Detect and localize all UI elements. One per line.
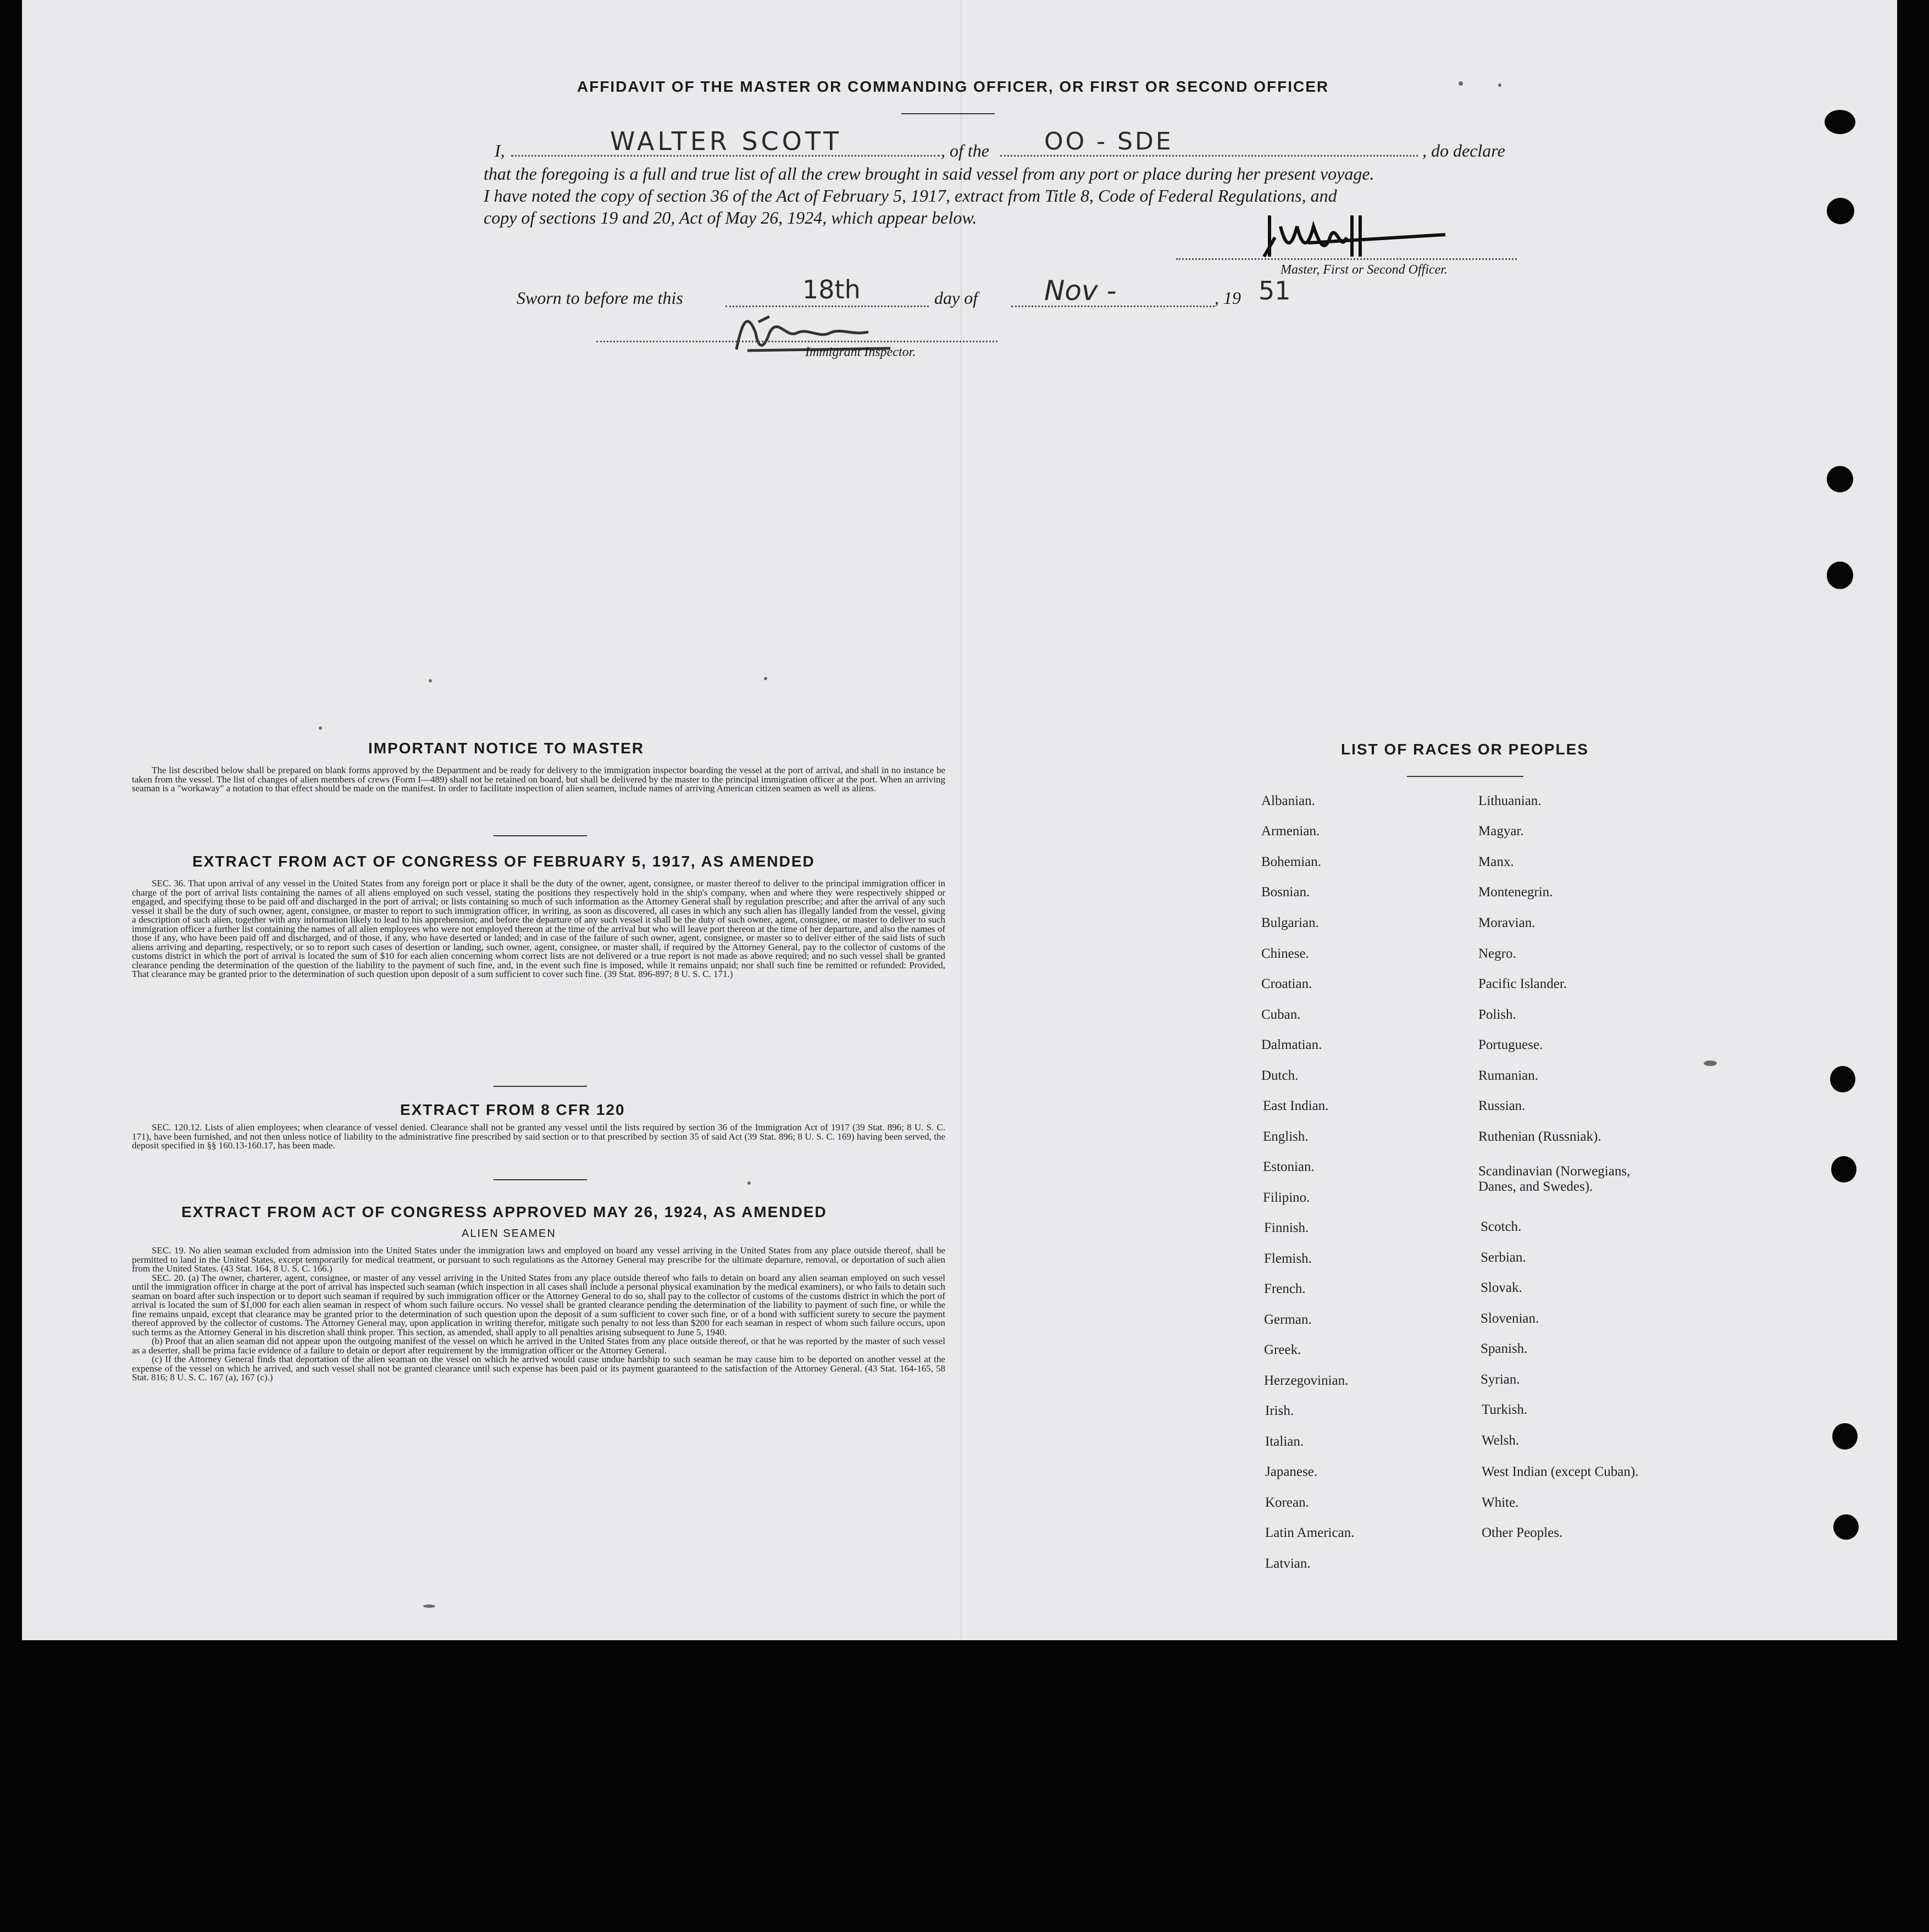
race-left-item: English.: [1263, 1129, 1309, 1144]
race-right-item: Welsh.: [1482, 1433, 1520, 1448]
race-right-item: Other Peoples.: [1482, 1525, 1563, 1540]
binder-hole: [1825, 110, 1855, 134]
race-left-item: French.: [1264, 1281, 1306, 1296]
do-declare-label: , do declare: [1422, 141, 1505, 160]
extract-1924-subtitle: ALIEN SEAMEN: [462, 1228, 556, 1240]
paper-speck: [1498, 84, 1501, 87]
master-signature: [1253, 204, 1451, 265]
affidavit-line2: that the foregoing is a full and true list of all the crew brought in said vessel from any port or place during her present voyage.: [484, 164, 1374, 184]
extract-1917-title: EXTRACT FROM ACT OF CONGRESS OF FEBRUARY 5, 1917, AS AMENDED: [192, 853, 815, 870]
binder-hole: [1830, 1066, 1855, 1092]
races-title: LIST OF RACES OR PEOPLES: [1341, 741, 1589, 758]
race-left-item: German.: [1264, 1312, 1312, 1327]
race-right-item: Montenegrin.: [1478, 885, 1553, 900]
race-left-item: Armenian.: [1261, 824, 1320, 839]
race-right-item: Moravian.: [1478, 915, 1536, 930]
notice-divider: [494, 835, 587, 836]
extract-1917-divider: [494, 1086, 587, 1087]
cfr-120-body: [132, 1123, 945, 1151]
race-right-item: Rumanian.: [1478, 1068, 1539, 1083]
master-caption: Master, First or Second Officer.: [1281, 263, 1448, 277]
of-the-label: , of the: [941, 141, 989, 160]
binder-hole: [1827, 466, 1853, 492]
race-left-item: East Indian.: [1263, 1098, 1329, 1113]
race-right-item: West Indian (except Cuban).: [1482, 1464, 1639, 1479]
binder-hole: [1827, 198, 1854, 224]
cfr-120-divider: [494, 1179, 587, 1180]
race-left-item: Latin American.: [1265, 1525, 1355, 1540]
race-right-item: Slovak.: [1481, 1280, 1522, 1295]
binder-hole: [1833, 1514, 1859, 1540]
affidavit-line3: I have noted the copy of section 36 of the Act of February 5, 1917, extract from Title 8, Code of Federal Regulations, and: [484, 186, 1337, 206]
race-left-item: Bohemian.: [1261, 854, 1322, 869]
affidavit-line4: copy of sections 19 and 20, Act of May 26, 1924, which appear below.: [484, 208, 977, 227]
section-20a: SEC. 20. (a) The owner, charterer, agent, consignee, or master of any vessel arriving in the United States from any place outside thereof who fails to detain on board any alien seaman employed on such vessel until the immigration officer in charge at the port of arrival has inspected such seaman (which inspection in all cases shall include a personal physical examination by the medical examiners), or who fails to detain such seaman on board after such inspection or to deport such seaman if required by such immigration officer or the Attorney General to do so, shall pay to the collector of customs of the customs district in which the port of arrival is located the sum of $1,000 for each alien seaman in respect of whom such failure occurs. No vessel shall be granted clearance pending the determination of the liability to payment of such fine, or while the fine remains unpaid, except that clearance may be granted prior to the determination of such question upon the deposit of a sum sufficient to cover such fine, or of a bond with sufficient surety to secure the payment thereof approved by the collector of customs. The Attorney General may, upon application in writing therefor, mitigate such penalty to not less than $200 for each seaman in respect of whom such failure occurs, upon such terms as the Attorney General in his discretion shall think proper. This section, as amended, shall apply to all penalties arising subsequent to June 5, 1940.: [132, 1272, 945, 1337]
extract-1917-body: [132, 879, 945, 979]
race-right-item: Pacific Islander.: [1478, 976, 1567, 991]
sworn-month: Nov -: [1044, 275, 1117, 307]
notice-title: IMPORTANT NOTICE TO MASTER: [368, 740, 645, 757]
race-left-item: Chinese.: [1261, 946, 1309, 961]
race-right-item: Syrian.: [1481, 1372, 1520, 1387]
paper-speck: [764, 677, 767, 680]
inspector-caption: Immigrant Inspector.: [805, 345, 916, 359]
race-right-item: Polish.: [1478, 1007, 1516, 1022]
race-left-item: Finnish.: [1264, 1220, 1309, 1235]
race-right-item: Manx.: [1478, 854, 1514, 869]
race-left-item: Bulgarian.: [1261, 915, 1319, 930]
race-left-item: Dutch.: [1261, 1068, 1299, 1083]
race-right-item: Turkish.: [1482, 1402, 1528, 1417]
extract-1924-title: EXTRACT FROM ACT OF CONGRESS APPROVED MAY 26, 1924, AS AMENDED: [181, 1203, 827, 1220]
paper-speck: [1459, 81, 1463, 86]
paper-speck: [429, 679, 432, 682]
race-left-item: Herzegovinian.: [1264, 1373, 1349, 1388]
race-left-item: Flemish.: [1264, 1251, 1312, 1266]
affidavit-line1: [22, 126, 1897, 165]
race-right-item: Lithuanian.: [1478, 793, 1542, 808]
declarant-name: WALTER SCOTT: [610, 126, 842, 156]
document-page: [22, 0, 1897, 1640]
race-left-item: Cuban.: [1261, 1007, 1301, 1022]
race-right-item: Russian.: [1478, 1098, 1526, 1113]
declarant-label: I,: [495, 141, 505, 160]
race-right-item: Ruthenian (Russniak).: [1478, 1129, 1601, 1144]
title-divider: [901, 113, 995, 114]
binder-hole: [1831, 1156, 1856, 1182]
day-of-label: day of: [934, 288, 978, 308]
race-right-item: Scotch.: [1481, 1219, 1522, 1234]
race-left-item: Latvian.: [1265, 1556, 1311, 1571]
binder-hole: [1827, 562, 1853, 589]
section-20c: (c) If the Attorney General finds that deportation of the alien seaman on the vessel on which he arrived would cause undue hardship to such seaman he may cause him to be deported on another vessel at the expense of the vessel on which he arrived, and such vessel shall not be granted clearance until such expense has been paid or its payment guaranteed to the satisfaction of the Attorney General. (43 Stat. 164-165, 58 Stat. 816; 8 U. S. C. 167 (a), 167 (c).): [132, 1354, 945, 1383]
paper-speck: [423, 1605, 435, 1608]
race-right-item: Negro.: [1478, 946, 1516, 961]
race-right-item: Portuguese.: [1478, 1037, 1543, 1052]
paper-speck: [747, 1181, 751, 1185]
race-right-item: Scandinavian (Norwegians, Danes, and Swedes).: [1478, 1164, 1631, 1194]
paper-speck: [1704, 1061, 1717, 1066]
race-right-item: Serbian.: [1481, 1250, 1526, 1265]
sworn-day: 18th: [802, 275, 861, 304]
race-left-item: Greek.: [1264, 1342, 1301, 1357]
affidavit-title: AFFIDAVIT OF THE MASTER OR COMMANDING OFFICER, OR FIRST OR SECOND OFFICER: [577, 78, 1329, 95]
race-left-item: Italian.: [1265, 1434, 1304, 1449]
notice-body: [132, 766, 945, 793]
master-signature-line: [1176, 258, 1517, 260]
cfr-120-title: EXTRACT FROM 8 CFR 120: [400, 1101, 625, 1118]
race-left-item: Irish.: [1265, 1403, 1294, 1418]
race-left-item: Albanian.: [1261, 793, 1315, 808]
section-120-12: SEC. 120.12. Lists of alien employees; when clearance of vessel denied. Clearance shall not be granted any vessel until the lists required by section 36 of the Immigration Act of 1917 (39 Stat. 896; 8 U. S. C. 171), have been furnished, and not then unless notice of liability to the administrative fine prescribed by said section or to that prescribed by section 35 of said Act (39 Stat. 896; 8 U. S. C. 169) having been served, the deposit specified in §§ 160.13-160.17, has been made.: [132, 1122, 945, 1151]
section-36: SEC. 36. That upon arrival of any vessel in the United States from any foreign port or place it shall be the duty of the owner, agent, consignee, or master thereof to deliver to the principal immigration officer in charge of the port of arrival lists containing the names of all aliens employed on such vessel, stating the positions they respectively hold in the ship's company, when and where they were respectively shipped or engaged, and specifying those to be paid off and discharged in the port of arrival; or lists containing so much of such information as the Attorney General shall by regulation prescribe; and after the arrival of any such vessel it shall be the duty of such owner, agent, consignee, or master to report to such immigration officer, in writing, as soon as discovered, all cases in which any such alien has illegally landed from the vessel, giving a description of such alien, together with any information likely to lead to his apprehension; and before the departure of any such vessel it shall be the duty of such owner, agent, consignee, or master to deliver to such immigration officer a further list containing the names of all alien employees who were not employed thereon at the time of the arrival but who will leave port thereon at the time of her departure, and also the names of those if any, who have been paid off and discharged, and of those, if any, who have deserted or landed; and in case of the failure of such owner, agent, consignee, or master so to deliver either of the said lists of such aliens arriving and departing, respectively, or so to report such cases of desertion or landing, such owner, agent, consignee, or master shall, if required by the Attorney General, pay to the collector of customs of the customs district in which the port of arrival is located the sum of $10 for each alien concerning whom correct lists are not delivered or a true report is not made as above required; and no such vessel shall be granted clearance pending the determination of the question of the liability to the payment of such fine, and, in the event such fine is imposed, while it remains unpaid; nor shall such fine be remitted or refunded: Provided, That clearance may be granted prior to the determination of such question upon deposit of a sum sufficient to cover such fine. (39 Stat. 896-897; 8 U. S. C. 171.): [132, 878, 945, 979]
race-right-item: Spanish.: [1481, 1341, 1528, 1356]
race-left-item: Korean.: [1265, 1495, 1309, 1510]
race-left-item: Croatian.: [1261, 976, 1312, 991]
race-left-item: Bosnian.: [1261, 885, 1310, 900]
sworn-prefix: Sworn to before me this: [517, 288, 683, 308]
inspector-signature-line: [596, 341, 997, 342]
race-left-item: Estonian.: [1263, 1159, 1315, 1174]
race-left-item: Filipino.: [1263, 1190, 1310, 1205]
race-left-item: Dalmatian.: [1261, 1037, 1322, 1052]
race-left-item: Japanese.: [1265, 1464, 1318, 1479]
races-divider: [1407, 776, 1523, 777]
page-fold: [961, 0, 962, 1640]
year-prefix: , 19: [1215, 288, 1241, 308]
race-right-item: White.: [1482, 1495, 1519, 1510]
section-19: SEC. 19. No alien seaman excluded from admission into the United States under the immigration laws and employed on board any vessel arriving in the United States from any place outside thereof, shall be permitted to land in the United States, except temporarily for medical treatment, or pursuant to such regulations as the Attorney General may prescribe for the ultimate departure, removal, or deportation of such alien from the United States. (43 Stat. 164, 8 U. S. C. 166.): [132, 1245, 945, 1274]
notice-paragraph: The list described below shall be prepared on blank forms approved by the Department and be ready for delivery to the immigration inspector boarding the vessel at the port of arrival, and shall in no instance be taken from the vessel. The list of changes of alien members of crews (Form I—489) shall not be retained on board, but shall be delivered by the master to the principal immigration officer at the port. When an arriving seaman is a "workaway" a notation to that effect should be made on the manifest. In order to facilitate inspection of alien seamen, include names of arriving American citizen seamen as well as aliens.: [132, 765, 945, 793]
extract-1924-body: [132, 1246, 945, 1383]
section-20b: (b) Proof that an alien seaman did not appear upon the outgoing manifest of the vessel on which he arrived in the United States from any place outside thereof, or that he was reported by the master of such vessel as a deserter, shall be prima facie evidence of a failure to detain or deport after requirement by the immigration officer or the Attorney General.: [132, 1336, 945, 1356]
paper-speck: [319, 726, 322, 730]
vessel-name: OO - SDE: [1044, 127, 1173, 156]
binder-hole: [1832, 1423, 1858, 1450]
race-right-item: Slovenian.: [1481, 1311, 1539, 1326]
sworn-year: 51: [1259, 276, 1291, 306]
race-right-item: Magyar.: [1478, 824, 1524, 839]
